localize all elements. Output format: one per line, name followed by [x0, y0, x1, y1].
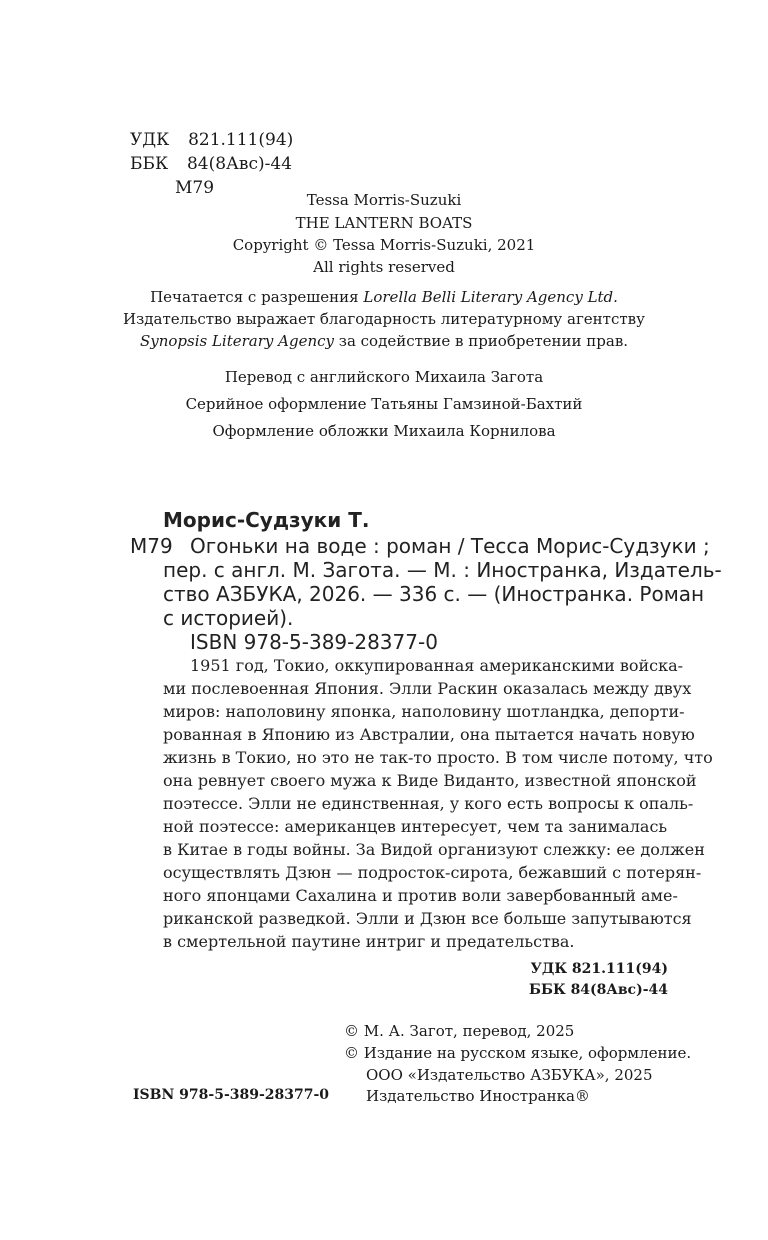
catalog-line-3: ство АЗБУКА, 2026. — 336 с. — (Иностранка. Роман	[163, 582, 705, 606]
copyright-imprint: Издательство Иностранка®	[366, 1087, 590, 1105]
bbk-label: ББК	[130, 154, 169, 174]
permission-line-2: Издательство выражает благодарность литературному агентству	[123, 310, 645, 328]
author-mark: М79	[175, 178, 215, 198]
catalog-line-4: с историей).	[163, 606, 294, 630]
original-author: Tessa Morris-Suzuki	[306, 191, 462, 209]
annotation-line-2: ми послевоенная Япония. Элли Раскин оказалась между двух	[163, 679, 692, 698]
permission-suffix: за содействие в приобретении прав.	[334, 332, 629, 350]
annotation-line-10: осуществлять Дзюн — подросток-сирота, бежавший с потерян-	[163, 863, 702, 882]
credit-translation: Перевод с английского Михаила Загота	[224, 368, 544, 386]
annotation-line-1: 1951 год, Токио, оккупированная американскими войска-	[190, 656, 684, 675]
permission-line-1	[0, 288, 768, 306]
catalog-line-2: пер. с англ. М. Загота. — М. : Иностранка, Издатель-	[163, 558, 722, 582]
annotation-line-6: она ревнует своего мужа к Виде Виданто, известной японской	[163, 771, 697, 790]
permission-agency-2: Synopsis Literary Agency	[139, 332, 334, 350]
catalog-mark: М79	[130, 534, 173, 558]
udk-value: 821.111(94)	[188, 130, 294, 150]
udk-label: УДК	[130, 130, 170, 150]
credit-cover-design: Оформление обложки Михаила Корнилова	[212, 422, 556, 440]
annotation-line-8: ной поэтессе: американцев интересует, чем та занималась	[163, 817, 668, 836]
annotation-line-11: ного японцами Сахалина и против воли завербованный аме-	[163, 886, 678, 905]
permission-line-3	[0, 332, 768, 350]
credit-series-design: Серийное оформление Татьяны Гамзиной-Бахтий	[185, 395, 583, 413]
copyright-edition: © Издание на русском языке, оформление.	[344, 1044, 692, 1062]
footer-isbn: ISBN 978-5-389-28377-0	[133, 1087, 330, 1103]
original-title: THE LANTERN BOATS	[295, 214, 473, 232]
original-rights: All rights reserved	[313, 258, 455, 276]
bottom-bbk: ББК 84(8Авс)-44	[529, 982, 668, 998]
bbk-line	[130, 152, 292, 176]
annotation-line-4: рованная в Японию из Австралии, она пытается начать новую	[163, 725, 695, 744]
annotation-line-5: жизнь в Токио, но это не так-то просто. В том числе потому, что	[163, 748, 713, 767]
annotation-line-13: в смертельной паутине интриг и предательства.	[163, 932, 575, 951]
catalog-line-1: Огоньки на воде : роман / Тесса Морис-Судзуки ;	[190, 534, 710, 558]
annotation-line-12: риканской разведкой. Элли и Дзюн все больше запутываются	[163, 909, 692, 928]
permission-agency-1: Lorella Belli Literary Agency Ltd.	[363, 288, 618, 306]
bbk-value: 84(8Авс)-44	[186, 154, 293, 174]
copyright-translation: © М. А. Загот, перевод, 2025	[344, 1022, 575, 1040]
udk-line	[130, 128, 293, 152]
annotation-line-3: миров: наполовину японка, наполовину шотландка, депорти-	[163, 702, 685, 721]
permission-prefix: Печатается с разрешения	[150, 288, 364, 306]
catalog-heading: Морис-Судзуки Т.	[163, 508, 370, 532]
annotation-line-9: в Китае в годы войны. За Видой организуют слежку: ее должен	[163, 840, 705, 859]
copyright-publisher: ООО «Издательство АЗБУКА», 2025	[366, 1066, 653, 1084]
bottom-udk: УДК 821.111(94)	[530, 961, 668, 977]
annotation-line-7: поэтессе. Элли не единственная, у кого есть вопросы к опаль-	[163, 794, 694, 813]
catalog-isbn: ISBN 978-5-389-28377-0	[190, 630, 438, 654]
original-copyright: Copyright © Tessa Morris-Suzuki, 2021	[232, 236, 536, 254]
